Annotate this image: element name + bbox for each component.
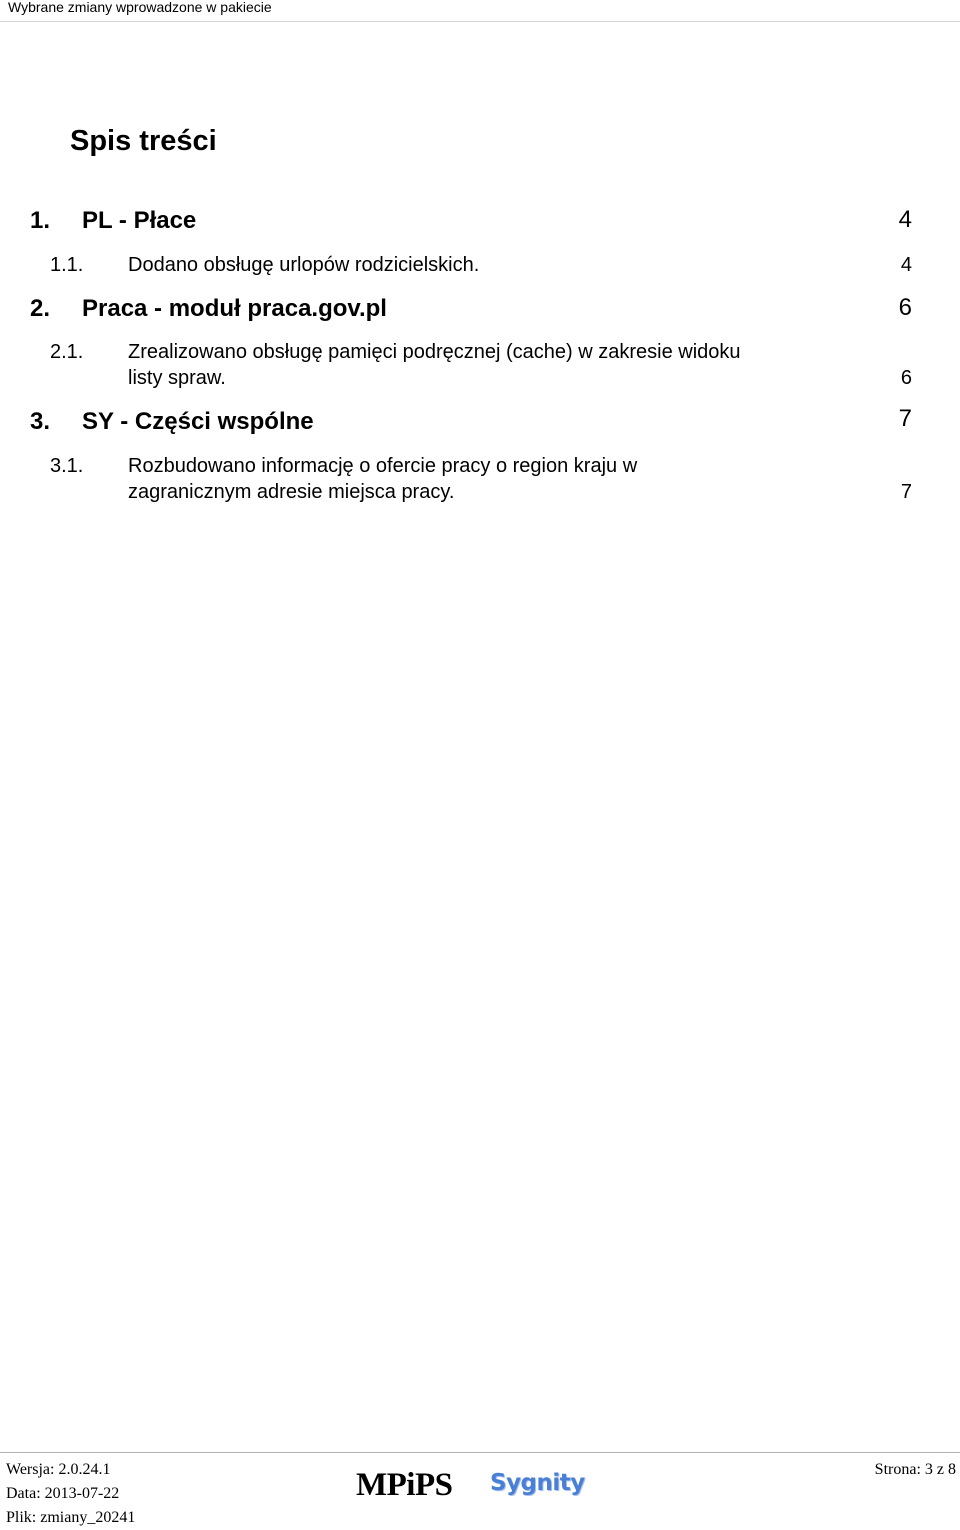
- toc-entry-number: 2.: [30, 295, 51, 322]
- mpips-logo: MPiPS: [356, 1467, 453, 1503]
- sygnity-logo: Sygnity: [490, 1470, 585, 1496]
- toc-entry-number: 3.1.: [50, 455, 84, 477]
- toc-entry-title: Dodano obsługę urlopów rodzicielskich.: [128, 254, 480, 276]
- toc-entry-title: Praca - moduł praca.gov.pl: [82, 295, 387, 322]
- toc-entry-title: SY - Części wspólne: [82, 408, 314, 435]
- toc-entry-page: 6: [898, 294, 912, 321]
- footer-version: Wersja: 2.0.24.1: [6, 1461, 111, 1478]
- toc-entry-title-line-2: zagranicznym adresie miejsca pracy.: [128, 481, 455, 503]
- toc-heading: Spis treści: [70, 125, 217, 157]
- toc-entry-number: 2.1.: [50, 341, 84, 363]
- footer-meta: [6, 1458, 135, 1530]
- document-header-title: Wybrane zmiany wprowadzone w pakiecie: [8, 0, 272, 15]
- toc-entry-page: 4: [900, 254, 912, 276]
- toc-entry-page: 4: [898, 206, 912, 233]
- toc-entry-title-line-1: Rozbudowano informację o ofercie pracy o region kraju w: [128, 455, 638, 477]
- toc-entry-number: 1.: [30, 207, 51, 234]
- footer-divider: [0, 1452, 960, 1453]
- toc-entry-number: 3.: [30, 408, 51, 435]
- header-divider: [0, 21, 960, 22]
- footer-date: Data: 2013-07-22: [6, 1485, 120, 1502]
- footer-page-info: Strona: 3 z 8: [874, 1461, 956, 1478]
- footer-file: Plik: zmiany_20241: [6, 1509, 136, 1526]
- toc-entry-page: 7: [898, 405, 912, 432]
- toc-entry-page: 6: [900, 367, 912, 389]
- toc-entry-title-line-1: Zrealizowano obsługę pamięci podręcznej (cache) w zakresie widoku: [128, 341, 741, 363]
- toc-entry-number: 1.1.: [50, 254, 84, 276]
- toc-entry-title: PL - Płace: [82, 207, 197, 234]
- toc-entry-page: 7: [900, 481, 912, 503]
- toc-entry-title-line-2: listy spraw.: [128, 367, 226, 389]
